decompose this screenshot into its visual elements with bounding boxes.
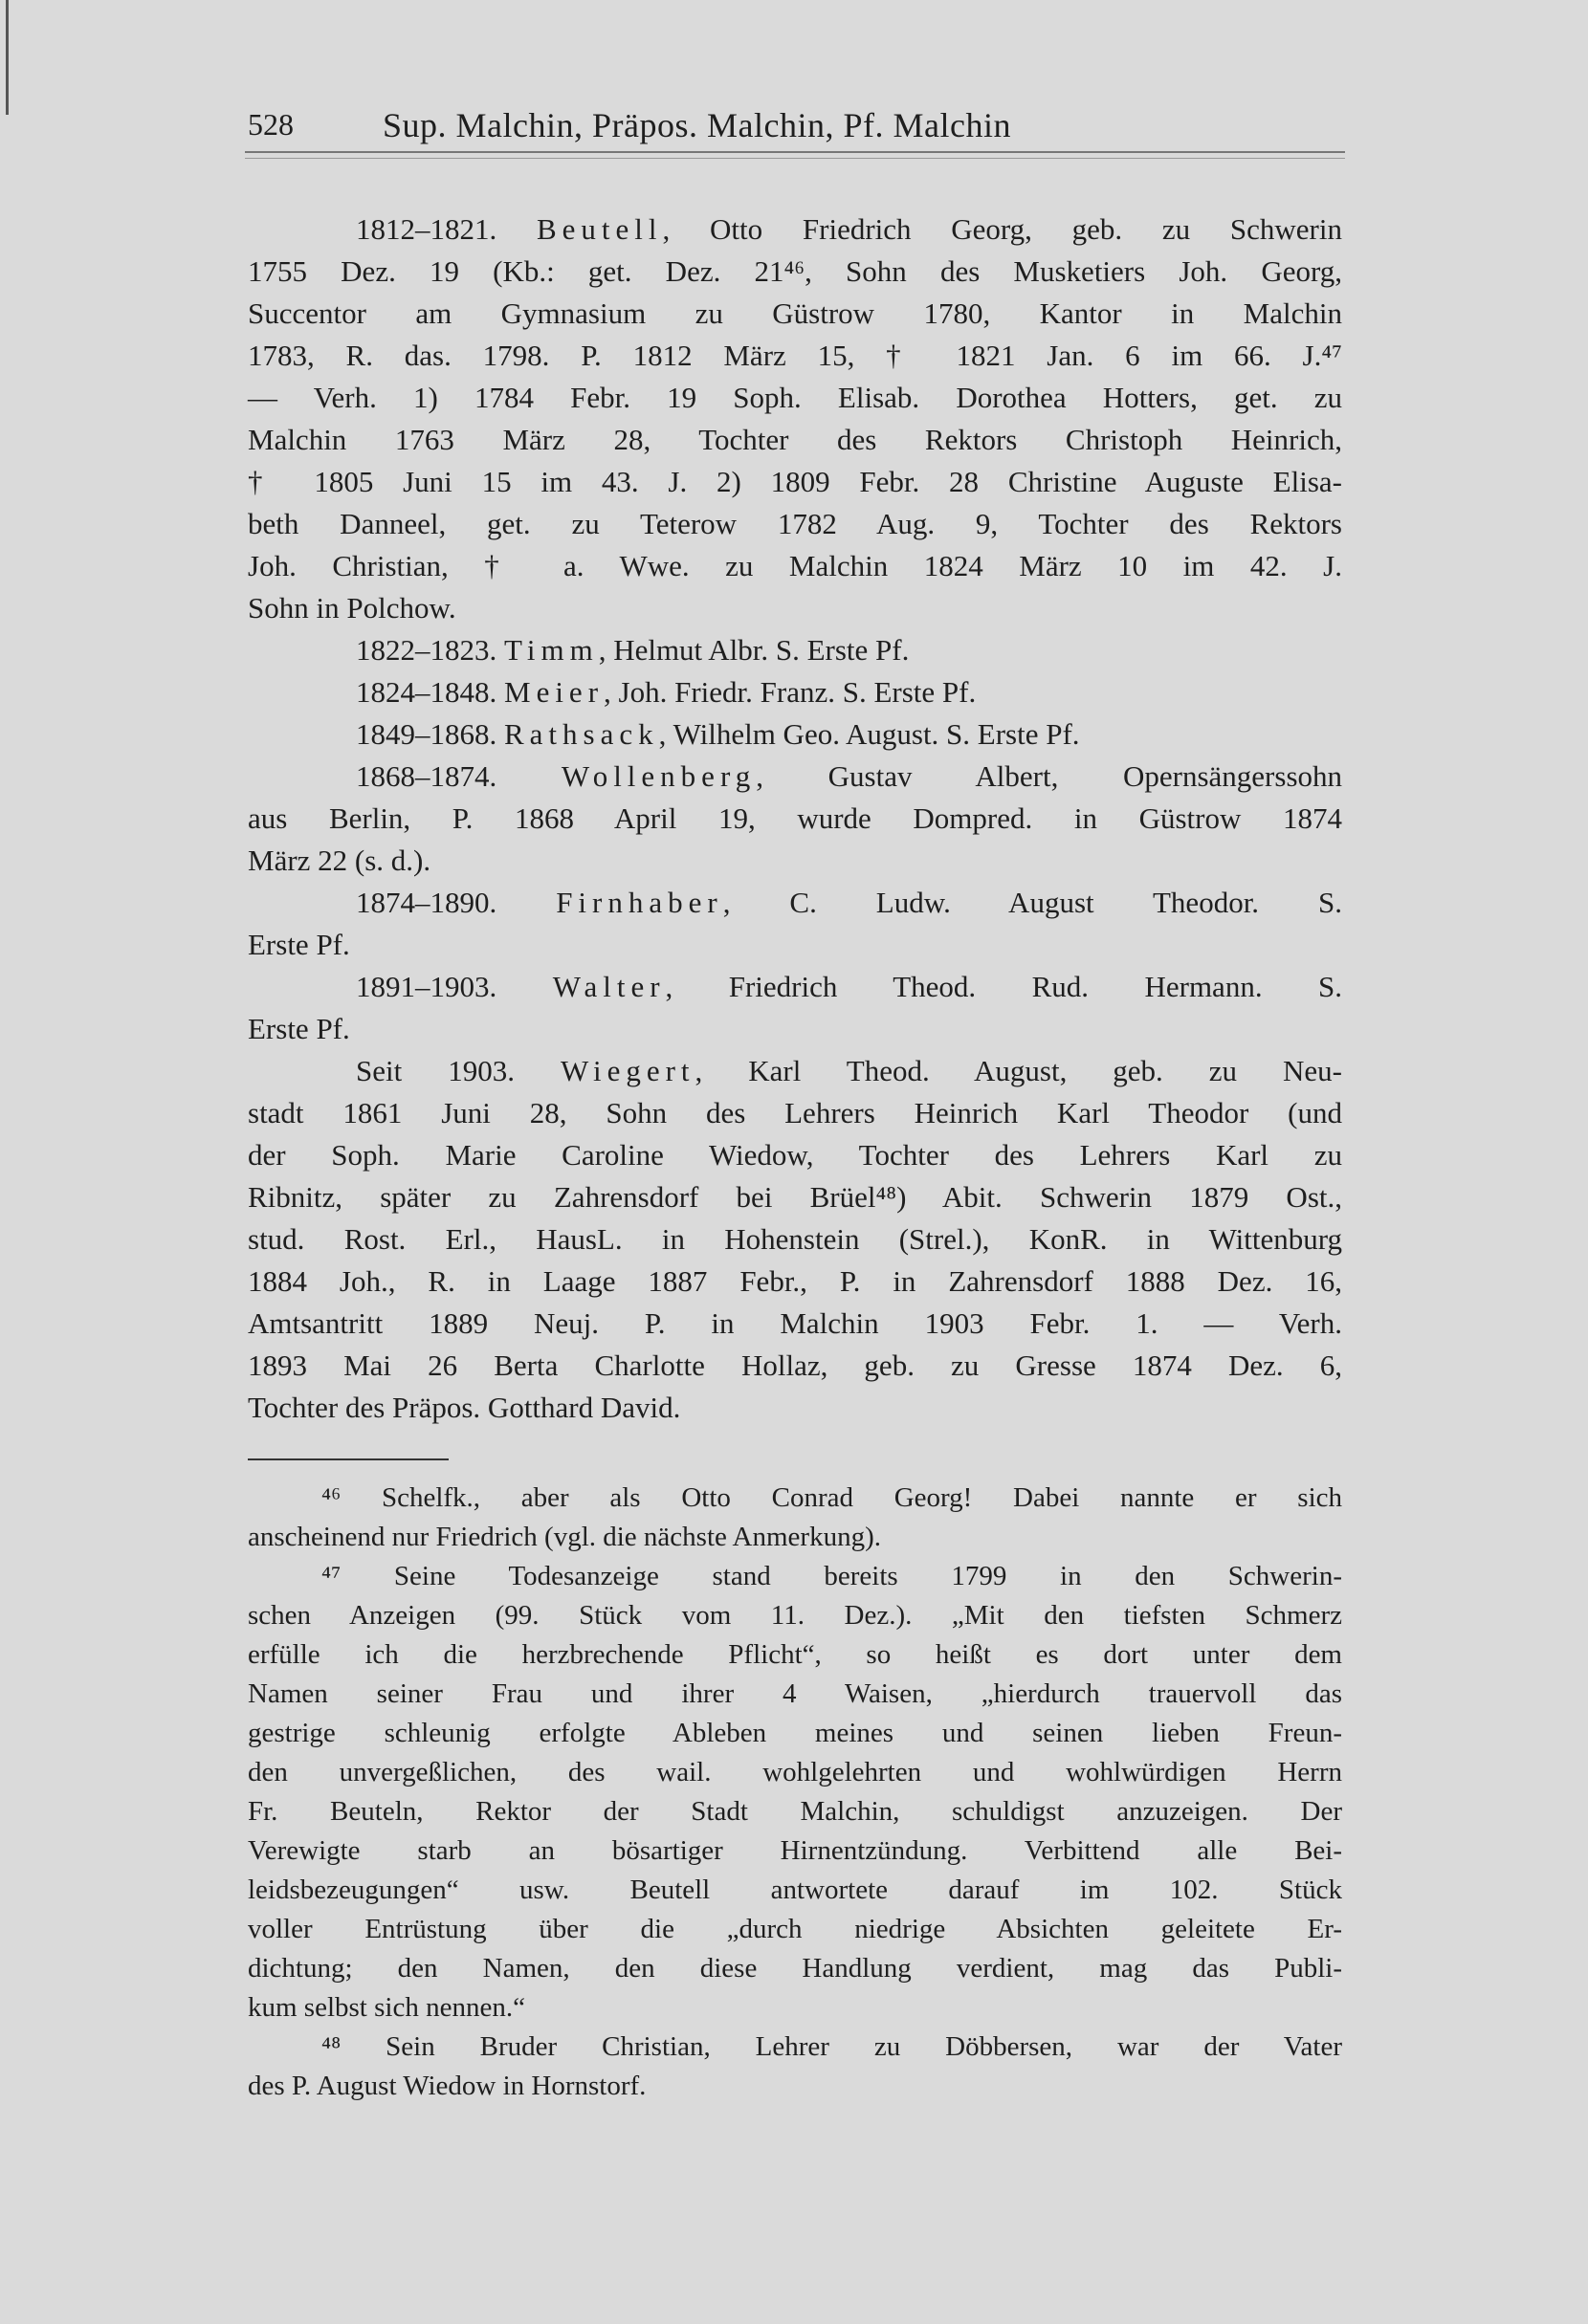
text-line [248,251,1342,293]
line-text: stud. Rost. Erl., HausL. in Hohenstein (Strel.), KonR. in Wittenburg [248,1222,1342,1256]
scan-edge [6,0,9,115]
footnote-line [248,1518,1342,1557]
tenure-years: 1824–1848. [356,675,504,709]
line-text: , C. Ludw. August Theodor. S. [722,886,1342,919]
line-text: kum selbst sich nennen.“ [248,1992,525,2023]
line-text: der Soph. Marie Caroline Wiedow, Tochter des Lehrers Karl zu [248,1138,1342,1172]
line-text: beth Danneel, get. zu Teterow 1782 Aug. 9, Tochter des Rektors [248,507,1342,540]
running-header: Sup. Malchin, Präpos. Malchin, Pf. Malchin [383,106,1011,144]
line-text: Amtsantritt 1889 Neuj. P. in Malchin 1903 Febr. 1. — Verh. [248,1306,1342,1340]
footnote-line [248,1714,1342,1753]
footnote-line [248,1596,1342,1635]
text-line [248,208,1342,251]
footnote-line [248,1675,1342,1714]
text-line [248,461,1342,503]
text-line [248,293,1342,335]
pastor-name: Beutell [537,212,663,246]
text-line [248,1092,1342,1134]
footnote-line [248,1831,1342,1871]
text-line [248,1008,1342,1050]
text-line [248,924,1342,966]
footnote-line [248,1635,1342,1675]
text-line [248,1134,1342,1176]
line-text: Verewigte starb an bösartiger Hirnentzündung. Verbittend alle Bei- [248,1835,1342,1866]
main-text [248,208,1342,1429]
line-text: Namen seiner Frau und ihrer 4 Waisen, „hierdurch trauervoll das [248,1678,1342,1709]
text-line [248,966,1342,1008]
text-line [248,377,1342,419]
text-line [248,713,1342,756]
text-line [248,503,1342,545]
text-line [248,798,1342,840]
tenure-years: 1891–1903. [356,970,553,1003]
footnote-line [248,1949,1342,1988]
tenure-years: 1822–1823. [356,633,504,667]
line-text: † 1805 Juni 15 im 43. J. 2) 1809 Febr. 28 Christine Auguste Elisa- [248,465,1342,498]
line-text: Erste Pf. [248,928,350,961]
footnote-line [248,1753,1342,1792]
footnote-line [248,1792,1342,1831]
text-line [248,1050,1342,1092]
line-text: 1755 Dez. 19 (Kb.: get. Dez. 21⁴⁶, Sohn des Musketiers Joh. Georg, [248,254,1342,288]
line-text: Malchin 1763 März 28, Tochter des Rektors Christoph Heinrich, [248,423,1342,456]
text-line [248,756,1342,798]
text-line [248,1261,1342,1303]
line-text: , Gustav Albert, Opernsängerssohn [756,759,1343,793]
text-line [248,840,1342,882]
pastor-name: Meier [504,675,605,709]
footnote-line [248,2067,1342,2106]
footnote-line [248,1479,1342,1518]
text-line [248,671,1342,713]
line-text: den unvergeßlichen, des wail. wohlgelehrten und wohlwürdigen Herrn [248,1757,1342,1787]
text-line [248,1176,1342,1218]
line-text: 1893 Mai 26 Berta Charlotte Hollaz, geb. zu Gresse 1874 Dez. 6, [248,1348,1342,1382]
line-text: voller Entrüstung über die „durch niedrige Absichten geleitete Er- [248,1914,1342,1944]
line-text: anscheinend nur Friedrich (vgl. die nächste Anmerkung). [248,1522,881,1552]
line-text: ⁴⁷ Seine Todesanzeige stand bereits 1799 in den Schwerin- [321,1561,1342,1591]
footnote-line [248,1910,1342,1949]
pastor-name: Wollenberg [561,759,757,793]
pastor-name: Wiegert [560,1054,695,1087]
line-text: ⁴⁸ Sein Bruder Christian, Lehrer zu Döbbersen, war der Vater [321,2031,1342,2062]
line-text: leidsbezeugungen“ usw. Beutell antwortete darauf im 102. Stück [248,1875,1342,1905]
line-text: dichtung; den Namen, den diese Handlung verdient, mag das Publi- [248,1953,1342,1984]
line-text: , Wilhelm Geo. August. S. Erste Pf. [658,717,1080,751]
text-line [248,1387,1342,1429]
line-text: erfülle ich die herzbrechende Pflicht“, so heißt es dort unter dem [248,1639,1342,1670]
pastor-name: Walter [552,970,666,1003]
header-rule [245,151,1345,159]
line-text: 1884 Joh., R. in Laage 1887 Febr., P. in Zahrensdorf 1888 Dez. 16, [248,1264,1342,1298]
tenure-years: 1868–1874. [356,759,562,793]
line-text: , Friedrich Theod. Rud. Hermann. S. [665,970,1342,1003]
line-text: ⁴⁶ Schelfk., aber als Otto Conrad Georg! Dabei nannte er sich [321,1482,1342,1513]
text-line [248,335,1342,377]
footnote-line [248,2028,1342,2067]
line-text: 1783, R. das. 1798. P. 1812 März 15, † 1821 Jan. 6 im 66. J.⁴⁷ [248,339,1342,372]
text-line [248,587,1342,629]
line-text: Tochter des Präpos. Gotthard David. [248,1391,681,1424]
footnote-separator [248,1458,449,1460]
text-line [248,1218,1342,1261]
line-text: , Karl Theod. August, geb. zu Neu- [695,1054,1343,1087]
footnote-line [248,1557,1342,1596]
line-text: , Joh. Friedr. Franz. S. Erste Pf. [604,675,977,709]
tenure-years: 1812–1821. [356,212,537,246]
line-text: Sohn in Polchow. [248,591,456,625]
line-text: schen Anzeigen (99. Stück vom 11. Dez.). „Mit den tiefsten Schmerz [248,1600,1342,1631]
line-text: Joh. Christian, † a. Wwe. zu Malchin 1824 März 10 im 42. J. [248,549,1342,582]
text-line [248,882,1342,924]
line-text: des P. August Wiedow in Hornstorf. [248,2071,647,2101]
text-line [248,419,1342,461]
line-text: Ribnitz, später zu Zahrensdorf bei Brüel⁴⁸) Abit. Schwerin 1879 Ost., [248,1180,1342,1214]
tenure-years: 1874–1890. [356,886,557,919]
line-text: gestrige schleunig erfolgte Ableben meines und seinen lieben Freun- [248,1718,1342,1748]
pastor-name: Rathsack [504,717,659,751]
tenure-years: Seit 1903. [356,1054,561,1087]
line-text: aus Berlin, P. 1868 April 19, wurde Dompred. in Güstrow 1874 [248,801,1342,835]
line-text: , Helmut Albr. S. Erste Pf. [598,633,910,667]
line-text: Succentor am Gymnasium zu Güstrow 1780, Kantor in Malchin [248,296,1342,330]
text-line [248,629,1342,671]
line-text: stadt 1861 Juni 28, Sohn des Lehrers Heinrich Karl Theodor (und [248,1096,1342,1129]
pastor-name: Timm [504,633,599,667]
line-text: Fr. Beuteln, Rektor der Stadt Malchin, schuldigst anzuzeigen. Der [248,1796,1342,1827]
line-text: — Verh. 1) 1784 Febr. 19 Soph. Elisab. Dorothea Hotters, get. zu [248,381,1342,414]
footnote-line [248,1871,1342,1910]
footnotes [248,1479,1342,2106]
pastor-name: Firnhaber [556,886,723,919]
line-text: , Otto Friedrich Georg, geb. zu Schwerin [662,212,1342,246]
page-number: 528 [248,107,294,142]
line-text: März 22 (s. d.). [248,844,431,877]
tenure-years: 1849–1868. [356,717,504,751]
text-line [248,1345,1342,1387]
line-text: Erste Pf. [248,1012,350,1045]
text-line [248,1303,1342,1345]
text-line [248,545,1342,587]
footnote-line [248,1988,1342,2028]
